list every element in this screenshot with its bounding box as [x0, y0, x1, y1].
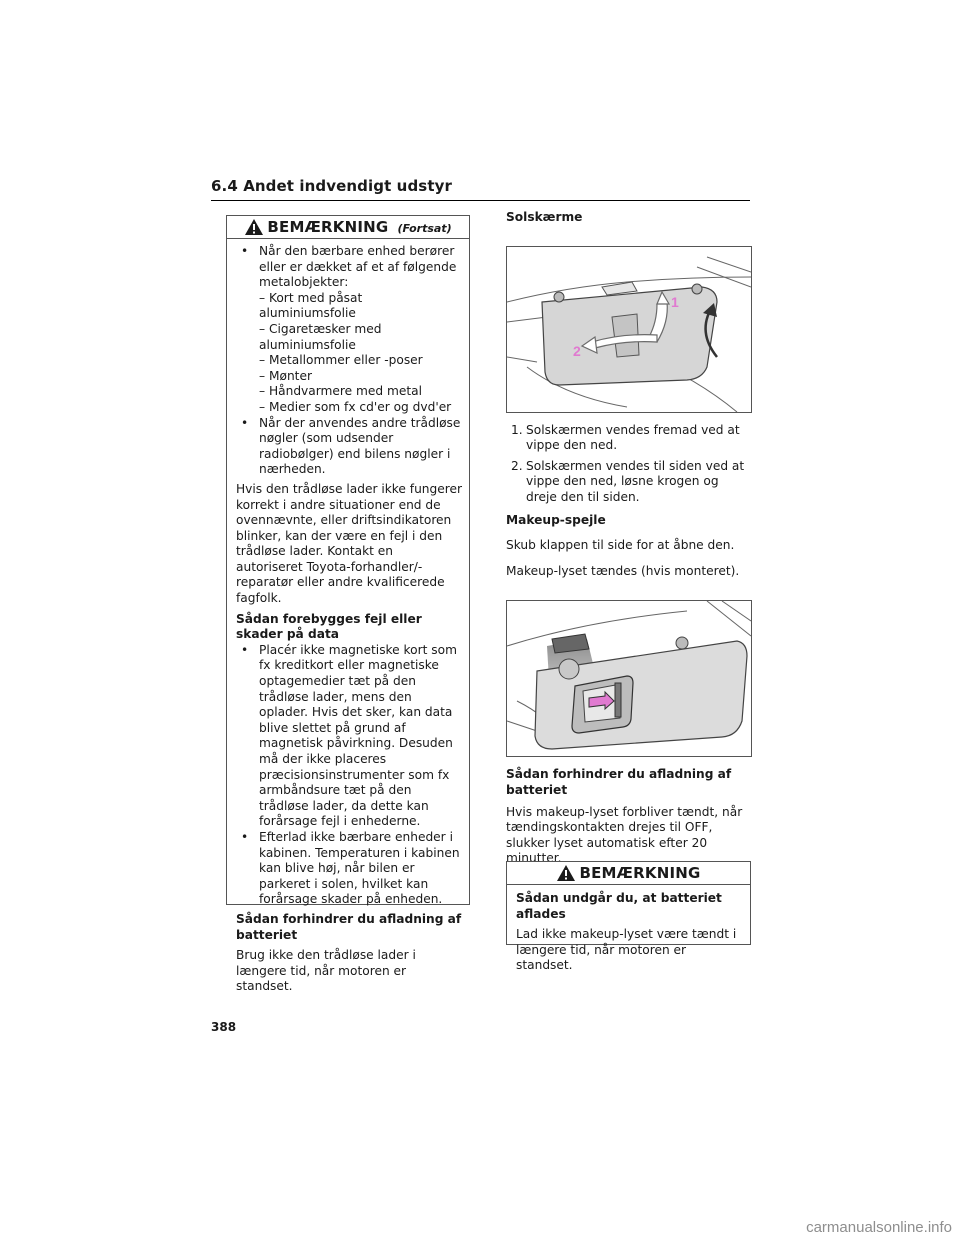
- paragraph: Makeup-lyset tændes (hvis monteret).: [506, 563, 740, 578]
- dash-item: – Metallommer eller -poser: [259, 353, 463, 369]
- warning-icon: [244, 218, 264, 236]
- list-item: • Når der anvendes andre trådløse nøgler (som udsender radiobølger) end bilens nøgler i nærheden.: [236, 416, 463, 478]
- dash-item: – Mønter: [259, 369, 463, 385]
- list-item: [506, 459, 752, 506]
- figure-label-2: 2: [573, 342, 581, 359]
- dash-item: – Kort med påsat aluminiumsfolie: [259, 291, 463, 322]
- section-header: [211, 177, 750, 201]
- makeup-mirror-illustration: [507, 601, 751, 756]
- step-text: Solskærmen vendes fremad ved at vippe den ned.: [526, 422, 740, 453]
- paragraph: Hvis den trådløse lader ikke fungerer korrekt i andre situationer end de ovennævnte, eller driftsindikatoren blinker, kan der være en fejl i den trådløse lader. Kontakt en autoriseret Toyota-forhandler/-reparatør eller andre kvalificerede fagfolk.: [236, 481, 463, 606]
- makeup-mirror-figure: [506, 600, 752, 757]
- right-column: [506, 210, 752, 872]
- bullet-text: Når den bærbare enhed berører eller er dækket af et af følgende metalobjekter:: [259, 244, 457, 290]
- sun-visor-illustration: [507, 247, 751, 412]
- section-title: 6.4 Andet indvendigt udstyr: [211, 177, 452, 195]
- subheading: Sådan forhindrer du afladning af batteriet: [506, 767, 732, 797]
- subheading: Sådan forhindrer du afladning af batteriet: [236, 911, 462, 942]
- list-item: [506, 423, 752, 454]
- notice-title: BEMÆRKNING: [579, 864, 701, 882]
- subheading: Solskærme: [506, 210, 583, 224]
- dash-item: – Medier som fx cd'er og dvd'er: [259, 400, 463, 416]
- notice-subtitle: (Fortsat): [397, 222, 452, 235]
- notice-body: [507, 885, 750, 985]
- step-number: 1.: [511, 422, 523, 437]
- step-list: [506, 423, 752, 506]
- paragraph: Lad ikke makeup-lyset være tændt i længere tid, når motoren er standset.: [516, 927, 737, 973]
- notice-body: [227, 239, 469, 1006]
- bullet-list: [236, 244, 463, 478]
- paragraph: Brug ikke den trådløse lader i længere tid, når motoren er standset.: [236, 948, 416, 994]
- list-item: • Efterlad ikke bærbare enheder i kabinen. Temperaturen i kabinen kan blive høj, når bilen er parkeret i solen, hvilket kan forårsage skader på enheden.: [236, 830, 463, 908]
- page-number: 388: [211, 1020, 237, 1034]
- dash-item: – Håndvarmere med metal: [259, 384, 463, 400]
- paragraph: Hvis makeup-lyset forbliver tændt, når tændingskontakten drejes til OFF, slukker lyset automatisk efter 20 minutter.: [506, 804, 743, 866]
- bullet-list: [236, 643, 463, 908]
- list-item: [236, 244, 463, 416]
- list-item: • Placér ikke magnetiske kort som fx kreditkort eller magnetiske optagemedier tæt på den trådløse lader, mens den oplader. Hvis det sker, kan data blive slettet på grund af magnetisk påvirkning. Desuden må der ikke placeres præcisionsinstrumenter som fx armbåndsure tæt på den trådløse lader, da dette kan forårsage fejl i enhederne.: [236, 643, 463, 830]
- notice-box-continued: [226, 215, 470, 994]
- step-text: Solskærmen vendes til siden ved at vippe den ned, løsne krogen og dreje den til siden.: [526, 458, 745, 504]
- watermark: carmanualsonline.info: [806, 1219, 952, 1236]
- sun-visor-figure: [506, 246, 752, 413]
- paragraph: Skub klappen til side for at åbne den.: [506, 538, 735, 553]
- notice-title: BEMÆRKNING: [267, 218, 389, 236]
- step-number: 2.: [511, 458, 523, 473]
- header-rule: [211, 200, 750, 201]
- notice-box-header: [507, 862, 750, 885]
- figure-label-1: 1: [671, 293, 679, 310]
- subheading: Sådan forebygges fejl eller skader på data: [236, 611, 422, 642]
- dash-item: – Cigaretæsker med aluminiumsfolie: [259, 322, 463, 353]
- dash-list: [259, 291, 463, 416]
- subheading: Sådan undgår du, at batteriet aflades: [516, 891, 722, 921]
- notice-box: [506, 861, 751, 973]
- notice-box-header: [227, 216, 469, 239]
- warning-icon: [556, 864, 576, 882]
- subheading: Makeup-spejle: [506, 512, 606, 527]
